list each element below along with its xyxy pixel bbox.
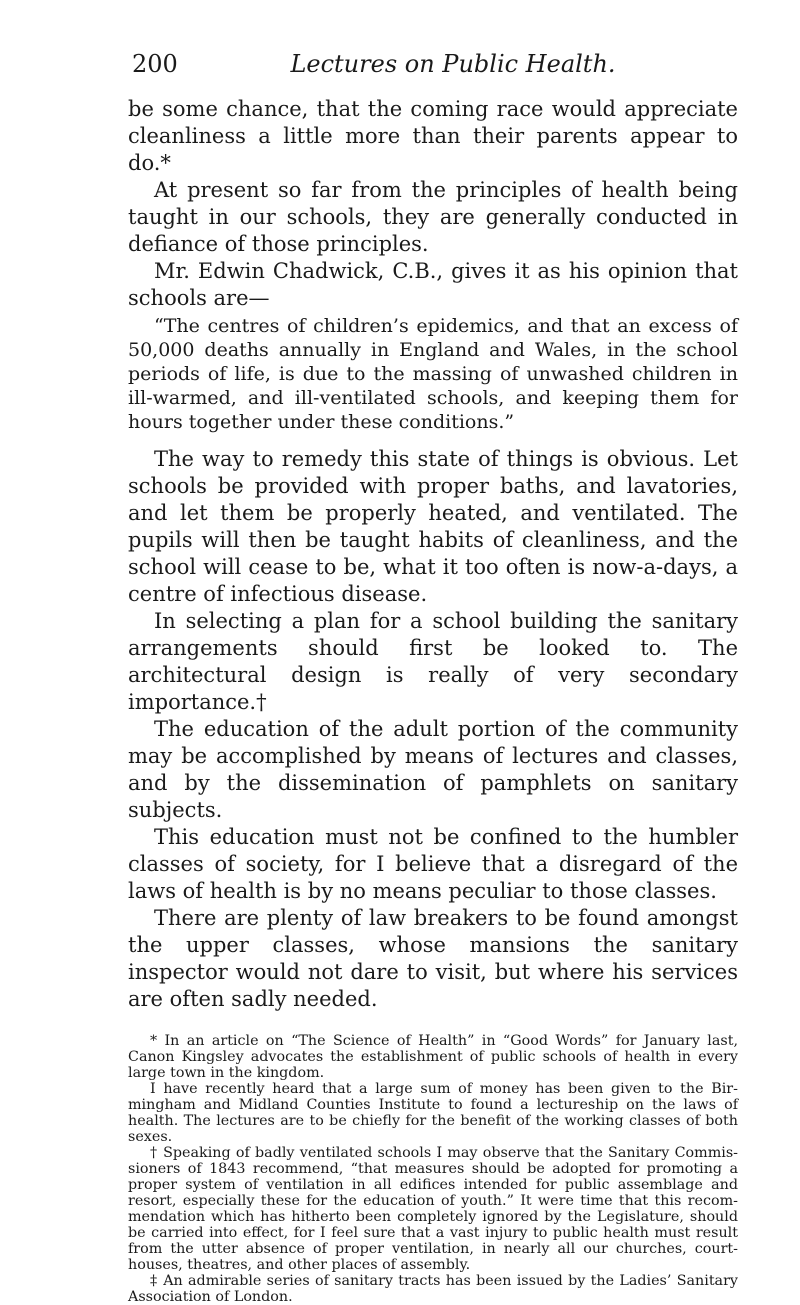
paragraph: The way to remedy this state of things is obvious. Let schools be provided with proper baths, and lavatories, and let them be properly heated, and ventilated. The pupils will then be taught habits of cleanliness, and the school will cease to be, what it too often is now-a-days, a centre of infectious disease. [128,447,738,606]
page-number: 200 [132,50,178,78]
paragraph: At present so far from the principles of health being taught in our schools, they are generally conducted in defiance of those principles. [128,178,738,256]
paragraph: This education must not be confined to the humbler classes of society, for I believe that a disregard of the laws of health is by no means peculiar to those classes. [128,825,738,903]
footnote: * In an article on “The Science of Health” in “Good Words” for January last, Canon Kingsley advocates the establishment of public schools of health in every large town in the kingdom. [128,1033,738,1081]
paragraph: There are plenty of law breakers to be found amongst the upper classes, whose mansions the sanitary inspector would not dare to visit, but where his services are often sadly needed. [128,906,738,1011]
paragraph: In selecting a plan for a school building the sanitary arrangements should first be looked to. The architectural design is really of very secondary importance.† [128,609,738,714]
footnote: ‡ An admirable series of sanitary tracts has been issued by the Ladies’ Sanitary Association of London. [128,1273,738,1305]
footnotes [128,1033,738,1305]
paragraph: be some chance, that the coming race would appreciate cleanliness a little more than their parents appear to do.* [128,97,738,175]
running-head [128,42,738,90]
block-quote: “The centres of children’s epidemics, and that an excess of 50,000 deaths annually in England and Wales, in the school periods of life, is due to the massing of unwashed children in ill-warmed, and ill-ventilated schools, and keeping them for hours together under these conditions.” [128,315,738,433]
paragraph: Mr. Edwin Chadwick, C.B., gives it as his opinion that schools are— [128,259,738,310]
body-text [128,96,738,1013]
paragraph: The education of the adult portion of the community may be accomplished by means of lectures and classes, and by the dissemination of pamphlets on sanitary subjects. [128,717,738,822]
running-title: Lectures on Public Health. [290,50,616,78]
book-page [128,42,738,1305]
footnote: † Speaking of badly ventilated schools I may observe that the Sanitary Commissioners of 1843 recommend, “that measures should be adopted for promoting a proper system of ventilation in all edifices intended for public assemblage and resort, especially these for the education of youth.” It were time that this recommendation which has hitherto been completely ignored by the Legislature, should be carried into effect, for I feel sure that a vast injury to public health must result from the utter absence of proper ventilation, in nearly all our churches, court-houses, theatres, and other places of assembly. [128,1145,738,1273]
footnote: I have recently heard that a large sum of money has been given to the Birmingham and Midland Counties Institute to found a lectureship on the laws of health. The lectures are to be chiefly for the benefit of the working classes of both sexes. [128,1081,738,1145]
